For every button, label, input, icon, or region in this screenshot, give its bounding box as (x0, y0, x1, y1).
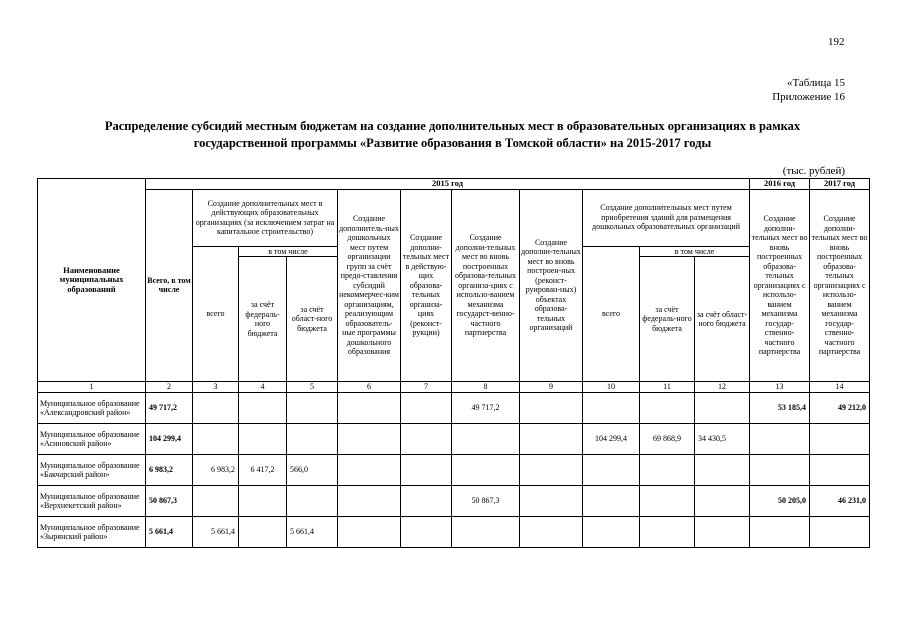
header-groups: Создание дополнитель-ных дошкольных мест путем организации групп за счёт предо-ставления субсидий некоммерчес-ким организациям, реализующим образователь-ные программы дошкольного образования (338, 189, 401, 382)
row-name: Муниципальное образование «Бакчарский район» (38, 454, 146, 485)
header-row-years (38, 179, 870, 190)
column-number: 14 (810, 382, 870, 393)
cell (239, 516, 287, 547)
cell (520, 516, 583, 547)
column-number: 10 (583, 382, 640, 393)
cell (695, 454, 750, 485)
cell (583, 516, 640, 547)
cell (452, 516, 520, 547)
column-number: 12 (695, 382, 750, 393)
header-existing: Создание дополнительных мест в действующих образовательных организациях (за исключением затрат на капитальное строительство) (193, 189, 338, 246)
column-number: 9 (520, 382, 583, 393)
header-year-2015: 2015 год (146, 179, 750, 190)
cell: 69 868,9 (640, 423, 695, 454)
cell (401, 454, 452, 485)
column-number: 11 (640, 382, 695, 393)
cell (239, 485, 287, 516)
row-name: Муниципальное образование «Верхнекетский район» (38, 485, 146, 516)
table-row (38, 516, 870, 547)
title-line1: Распределение субсидий местным бюджетам на создание дополнительных мест в образовательных организациях в рамках (104, 119, 801, 133)
cell (520, 454, 583, 485)
header-reconstruction: Создание дополни-тельных мест в действую-щих образова-тельных организа-циях (реконст-рукции) (401, 189, 452, 382)
header-regional-2: за счёт област-ного бюджета (695, 257, 750, 382)
cell (338, 392, 401, 423)
cell (401, 516, 452, 547)
row-name: Муниципальное образование «Зырянский район» (38, 516, 146, 547)
title-line2: государственной программы «Развитие образования в Томской области» на 2015-2017 годы (193, 136, 712, 150)
cell-2016: 53 185,4 (750, 392, 810, 423)
column-number: 5 (287, 382, 338, 393)
cell-total: 49 717,2 (146, 392, 193, 423)
cell (452, 423, 520, 454)
cell-2017 (810, 516, 870, 547)
header-purchase: Создание дополнительных мест путем приобретения зданий для размещения дошкольных образовательных организаций (583, 189, 750, 246)
cell: 5 661,4 (287, 516, 338, 547)
cell (583, 392, 640, 423)
table-row (38, 485, 870, 516)
cell-2016 (750, 454, 810, 485)
column-number: 6 (338, 382, 401, 393)
column-number-row (38, 382, 870, 393)
cell-total: 50 867,3 (146, 485, 193, 516)
row-name: Муниципальное образование «Асиновский район» (38, 423, 146, 454)
cell (695, 485, 750, 516)
row-name: Муниципальное образование «Александровский район» (38, 392, 146, 423)
column-number: 2 (146, 382, 193, 393)
header-total: Всего, в том числе (146, 189, 193, 382)
header-ppp-2017: Создание дополни-тельных мест во вновь построенных образова-тельных организациях с использо-ванием механизма государ-ственно-частного партнерства (810, 189, 870, 382)
header-federal-2: за счёт федераль-ного бюджета (640, 257, 695, 382)
cell: 50 867,3 (452, 485, 520, 516)
column-number: 4 (239, 382, 287, 393)
cell (239, 392, 287, 423)
cell (338, 516, 401, 547)
header-year-2016: 2016 год (750, 179, 810, 190)
units-label: (тыс. рублей) (782, 165, 845, 177)
cell (452, 454, 520, 485)
header-including: в том числе (239, 246, 338, 257)
cell: 5 661,4 (193, 516, 239, 547)
table-reference-line2: Приложение 16 (772, 91, 845, 103)
cell-2017: 49 212,0 (810, 392, 870, 423)
column-number: 1 (38, 382, 146, 393)
column-number: 13 (750, 382, 810, 393)
cell (520, 392, 583, 423)
document-title (40, 118, 865, 152)
header-name: Наименование муниципальных образований (38, 179, 146, 382)
cell: 6 417,2 (239, 454, 287, 485)
cell-2017 (810, 454, 870, 485)
cell (287, 392, 338, 423)
cell (401, 423, 452, 454)
header-federal: за счёт федераль-ного бюджета (239, 257, 287, 382)
cell (640, 485, 695, 516)
cell (695, 516, 750, 547)
cell (193, 423, 239, 454)
cell (193, 485, 239, 516)
cell (193, 392, 239, 423)
header-row-main (38, 189, 870, 246)
header-all-2: всего (583, 246, 640, 382)
cell (583, 485, 640, 516)
table-row (38, 392, 870, 423)
cell-2017: 46 231,0 (810, 485, 870, 516)
cell (287, 485, 338, 516)
header-ppp-2016: Создание дополни-тельных мест во вновь построенных образова-тельных организациях с использо-ванием механизма государ-ственно-частного партнерства (750, 189, 810, 382)
header-ppp: Создание дополни-тельных мест во вновь построенных образова-тельных организа-циях с использо-ванием механизма государст-венно-частного партнерства (452, 189, 520, 382)
cell-2017 (810, 423, 870, 454)
column-number: 8 (452, 382, 520, 393)
cell: 34 430,5 (695, 423, 750, 454)
cell: 49 717,2 (452, 392, 520, 423)
cell-2016 (750, 516, 810, 547)
cell (401, 392, 452, 423)
cell-2016: 50 205,0 (750, 485, 810, 516)
page-number: 192 (828, 36, 845, 48)
table-row (38, 423, 870, 454)
header-new-built: Создание дополни-тельных мест во вновь построен-ных (реконст-руирован-ных) объектах образова-тельных организаций (520, 189, 583, 382)
cell (640, 454, 695, 485)
cell (520, 485, 583, 516)
table-row (38, 454, 870, 485)
header-including-2: в том числе (640, 246, 750, 257)
table-reference (772, 76, 845, 104)
cell (338, 454, 401, 485)
cell (695, 392, 750, 423)
cell-total: 5 661,4 (146, 516, 193, 547)
cell (401, 485, 452, 516)
cell: 104 299,4 (583, 423, 640, 454)
cell (239, 423, 287, 454)
cell (287, 423, 338, 454)
subsidy-table (37, 178, 870, 548)
cell (520, 423, 583, 454)
cell: 6 983,2 (193, 454, 239, 485)
cell (640, 392, 695, 423)
header-regional: за счёт област-ного бюджета (287, 257, 338, 382)
header-all: всего (193, 246, 239, 382)
column-number: 7 (401, 382, 452, 393)
table-reference-line1: «Таблица 15 (786, 77, 845, 89)
cell (583, 454, 640, 485)
column-number: 3 (193, 382, 239, 393)
cell (338, 423, 401, 454)
cell-total: 104 299,4 (146, 423, 193, 454)
cell (640, 516, 695, 547)
header-year-2017: 2017 год (810, 179, 870, 190)
cell-2016 (750, 423, 810, 454)
cell (338, 485, 401, 516)
cell: 566,0 (287, 454, 338, 485)
cell-total: 6 983,2 (146, 454, 193, 485)
